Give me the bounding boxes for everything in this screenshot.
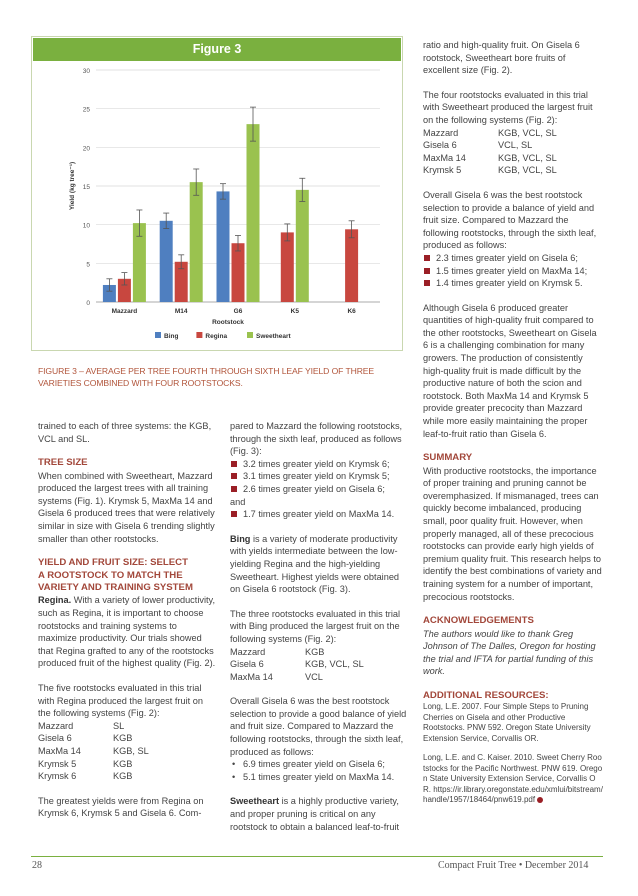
overall-sweetheart-text: Overall Gisela 6 was the best rootstock selection to provide a balance of yield and fruit size. Compared to Mazzard the following rootstocks, through the sixth leaf, produced as follows: (423, 189, 597, 251)
legend-label: Bing (164, 333, 179, 340)
sweetheart-text: is a highly productive variety, and proper pruning is critical on any rootstock to obtain a balanced leaf-to-fruit (230, 796, 400, 832)
yield-chart (60, 62, 390, 350)
y-tick-label: 20 (82, 145, 90, 153)
bing-text: is a variety of moderate productivity with yields intermediate between the low-yielding Regina and the high-yielding Sweetheart. Highest yields were obtained on Gisela 6 rootstock (Fig. 3). (230, 533, 400, 595)
list-item-text: 3.1 times greater yield on Krymsk 5; (243, 471, 390, 482)
table-cell: Mazzard (38, 720, 74, 731)
table-cell: Krymsk 6 (38, 771, 77, 782)
x-tick-label: Mazzard (111, 308, 138, 315)
list-item-text: 1.4 times greater yield on Krymsk 5. (436, 278, 583, 289)
sweetheart-paragraph (230, 795, 410, 833)
table-cell: KGB (113, 733, 133, 744)
publication-info: Compact Fruit Tree • December 2014 (438, 860, 589, 871)
table-cell: KGB (113, 758, 133, 769)
table-cell: KGB, VCL, SL (305, 659, 364, 670)
table-cell: MaxMa 14 (38, 745, 81, 756)
y-tick-label: 25 (82, 106, 90, 114)
cherry-end-icon (537, 797, 543, 803)
list-item: • 6.9 times greater yield on Gisela 6; (230, 758, 410, 771)
ratio-text: ratio and high-quality fruit. On Gisela 6 rootstock, Sweetheart bore fruits of excellent size (Fig. 2). (423, 40, 580, 76)
yield-heading-line-2: A ROOTSTOCK TO MATCH THE (38, 569, 183, 581)
table-cell: MaxMa 14 (423, 152, 466, 163)
bullet-square-icon (231, 473, 237, 479)
left-column (38, 420, 216, 832)
resource-2-text: Long, L.E. and C. Kaiser. 2010. Sweet Cherry Rootstocks for the Pacific Northwest. PNW 619. Oregon State University Extension Service, Corvallis OR. https://ir.library.oregonstate.edu/xmlui/bitstream/handle/1957/18464/pnw619.pdf (423, 753, 603, 805)
list-item (423, 252, 603, 265)
regina-systems-table (38, 720, 216, 783)
pared-text: pared to Mazzard the following rootstocks, through the sixth leaf, produced as follows (Fig. 3): (230, 421, 403, 457)
table-cell: Gisela 6 (230, 659, 264, 670)
table-cell: MaxMa 14 (230, 671, 273, 682)
right-column (423, 39, 603, 818)
bing-dot-list (230, 758, 410, 783)
summary-text: With productive rootstocks, the importance of proper training and pruning cannot be overemphasized. If mismanaged, trees can quickly become imbalanced, producing small, poor quality fruit. However, when properly managed, all of these precocious rootstocks can provide early high yields of premium quality fruit. This research helps to identify the best combinations of variety and training system for a number of important, precocious rootstocks. (423, 465, 602, 602)
list-item-text: 3.2 times greater yield on Krymsk 6; (243, 458, 390, 469)
list-item (423, 265, 603, 278)
table-cell: Krymsk 5 (38, 758, 77, 769)
x-tick-label: M14 (174, 308, 188, 315)
bing-systems-table (230, 646, 410, 684)
table-cell: KGB, VCL, SL (498, 152, 557, 163)
y-axis-label: Yield (kg tree⁻¹) (69, 161, 76, 211)
y-tick-label: 5 (86, 261, 90, 269)
regina-bullet-last (230, 508, 410, 521)
bullet-square-icon (424, 255, 430, 261)
resources-heading: ADDITIONAL RESOURCES: (423, 689, 549, 701)
bing-lead: Bing (230, 533, 251, 544)
legend-swatch (196, 332, 202, 338)
list-item-text: 1.5 times greater yield on MaxMa 14; (436, 265, 588, 276)
sweetheart-lead: Sweetheart (230, 796, 280, 807)
bing-paragraph (230, 533, 410, 596)
tree-size-text: When combined with Sweetheart, Mazzard produced the largest trees with all training systems (Fig. 1). Krymsk 5, MaxMa 14 and Gisela 6 produced trees that were relatively similar in size with Gisela 6 trending slightly smaller than other rootstocks. (38, 470, 215, 544)
table-cell: Mazzard (423, 127, 459, 138)
summary-heading: SUMMARY (423, 452, 473, 464)
table-cell: KGB, VCL, SL (498, 127, 557, 138)
table-cell: KGB, VCL, SL (498, 165, 557, 176)
regina-bullet-list (230, 458, 410, 496)
table-cell: KGB (113, 771, 133, 782)
bar-sweetheart-k5 (296, 190, 309, 302)
yield-heading-line-1: YIELD AND FRUIT SIZE: SELECT (38, 557, 188, 569)
yield-heading-line-3: VARIETY AND TRAINING SYSTEM (38, 581, 193, 593)
resource-1: Long, L.E. 2007. Four Simple Steps to Pruning Cherries on Gisela and other Productive Rootstocks. PNW 592. Oregon State University Extension Service, Corvallis OR. (423, 702, 591, 743)
table-cell: VCL (305, 671, 323, 682)
table-cell: Krymsk 5 (423, 165, 462, 176)
bar-regina-k6 (345, 229, 358, 302)
list-item (423, 277, 603, 290)
sweetheart-bullet-list (423, 252, 603, 290)
x-axis-label: Rootstock (212, 319, 244, 326)
list-item (230, 458, 410, 471)
although-text: Although Gisela 6 produced greater quantities of high-quality fruit compared to the other rootstocks, Sweetheart on Gisela 6 is a challenging combination for many growers. The production of consistently high-quality fruit is made difficult by the productive nature of both the scion and rootstock. Both MaxMa 14 and Krymsk 5 provide greater precocity than Mazzard while more easily maintaining the proper leaf-to-fruit ratio than Gisela 6. (423, 302, 597, 439)
bullet-square-icon (231, 461, 237, 467)
tree-size-heading: TREE SIZE (38, 457, 88, 469)
list-item-text: 2.3 times greater yield on Gisela 6; (436, 252, 578, 263)
bar-bing-g6 (217, 191, 230, 302)
regina-text: With a variety of lower productivity, such as Regina, it is important to choose rootstocks and training systems to maximize productivity. Our trials showed that Regina grafted to any of the rootstocks produced fruit of the highest quality (Fig. 2). (38, 595, 216, 669)
legend-swatch (155, 332, 161, 338)
y-tick-label: 15 (82, 184, 90, 191)
intro-text: trained to each of three systems: the KGB, VCL and SL. (38, 421, 212, 444)
list-item (230, 483, 410, 496)
bar-bing-m14 (160, 221, 173, 302)
acknowledgements-heading: ACKNOWLEDGEMENTS (423, 615, 534, 627)
regina-lead: Regina. (38, 595, 72, 606)
table-cell: SL (113, 720, 125, 731)
overall-bing-text: Overall Gisela 6 was the best rootstock selection to provide a good balance of yield and fruit size. Compared to Mazzard the following rootstocks, through the sixth leaf, produced as follows: (230, 696, 407, 757)
footer-rule (31, 856, 603, 857)
list-item (230, 470, 410, 483)
y-tick-label: 30 (82, 68, 90, 75)
bullet-square-icon (424, 268, 430, 274)
bar-regina-k5 (281, 232, 294, 302)
bullet-square-icon (231, 486, 237, 492)
legend-label: Sweetheart (256, 333, 291, 340)
sweetheart-systems-table (423, 127, 603, 177)
table-cell: KGB (305, 646, 325, 657)
y-tick-label: 10 (82, 222, 90, 230)
bullet-square-icon (424, 280, 430, 286)
table-cell: KGB, SL (113, 745, 149, 756)
list-item: • 5.1 times greater yield on MaxMa 14. (230, 771, 410, 784)
table-cell: Mazzard (230, 646, 266, 657)
bar-regina-g6 (232, 243, 245, 302)
figure-header: Figure 3 (33, 38, 401, 61)
middle-column (230, 420, 410, 845)
x-tick-label: K5 (290, 308, 299, 315)
legend-label: Regina (205, 333, 228, 340)
bar-sweetheart-m14 (190, 182, 203, 302)
bullet-square-icon (231, 511, 237, 517)
x-tick-label: K6 (347, 308, 356, 315)
table-cell: VCL, SL (498, 140, 533, 151)
list-item-text: 2.6 times greater yield on Gisela 6; (243, 483, 385, 494)
and-word: and (230, 496, 246, 507)
table-cell: Gisela 6 (38, 733, 72, 744)
figure-caption: FIGURE 3 – AVERAGE PER TREE FOURTH THROUGH SIXTH LEAF YIELD OF THREE VARIETIES COMBINED WITH FOUR ROOTSTOCKS. (38, 366, 375, 388)
bar-sweetheart-g6 (247, 124, 260, 302)
four-rootstocks-text: The four rootstocks evaluated in this trial with Sweetheart produced the largest fruit on the following systems (Fig. 2): (423, 89, 593, 125)
greatest-yields-text: The greatest yields were from Regina on Krymsk 6, Krymsk 5 and Gisela 6. Com- (38, 795, 204, 819)
three-rootstocks-text: The three rootstocks evaluated in this trial with Bing produced the largest fruit on the following systems (Fig. 2): (230, 608, 401, 644)
five-rootstocks-text: The five rootstocks evaluated in this trial with Regina produced the largest fruit on the following systems (Fig. 2): (38, 682, 203, 719)
resource-2 (423, 753, 603, 806)
list-item-text: 1.7 times greater yield on MaxMa 14. (243, 509, 395, 520)
page-number: 28 (32, 860, 42, 871)
legend-swatch (247, 332, 253, 338)
acknowledgements-text: The authors would like to thank Greg Johnson of The Dalles, Oregon for hosting the trial and IFTA for partial funding of this work. (423, 628, 596, 677)
list-item (230, 508, 410, 521)
y-tick-label: 0 (86, 300, 90, 307)
regina-paragraph (38, 594, 216, 670)
x-tick-label: G6 (233, 308, 243, 315)
table-cell: Gisela 6 (423, 140, 457, 151)
